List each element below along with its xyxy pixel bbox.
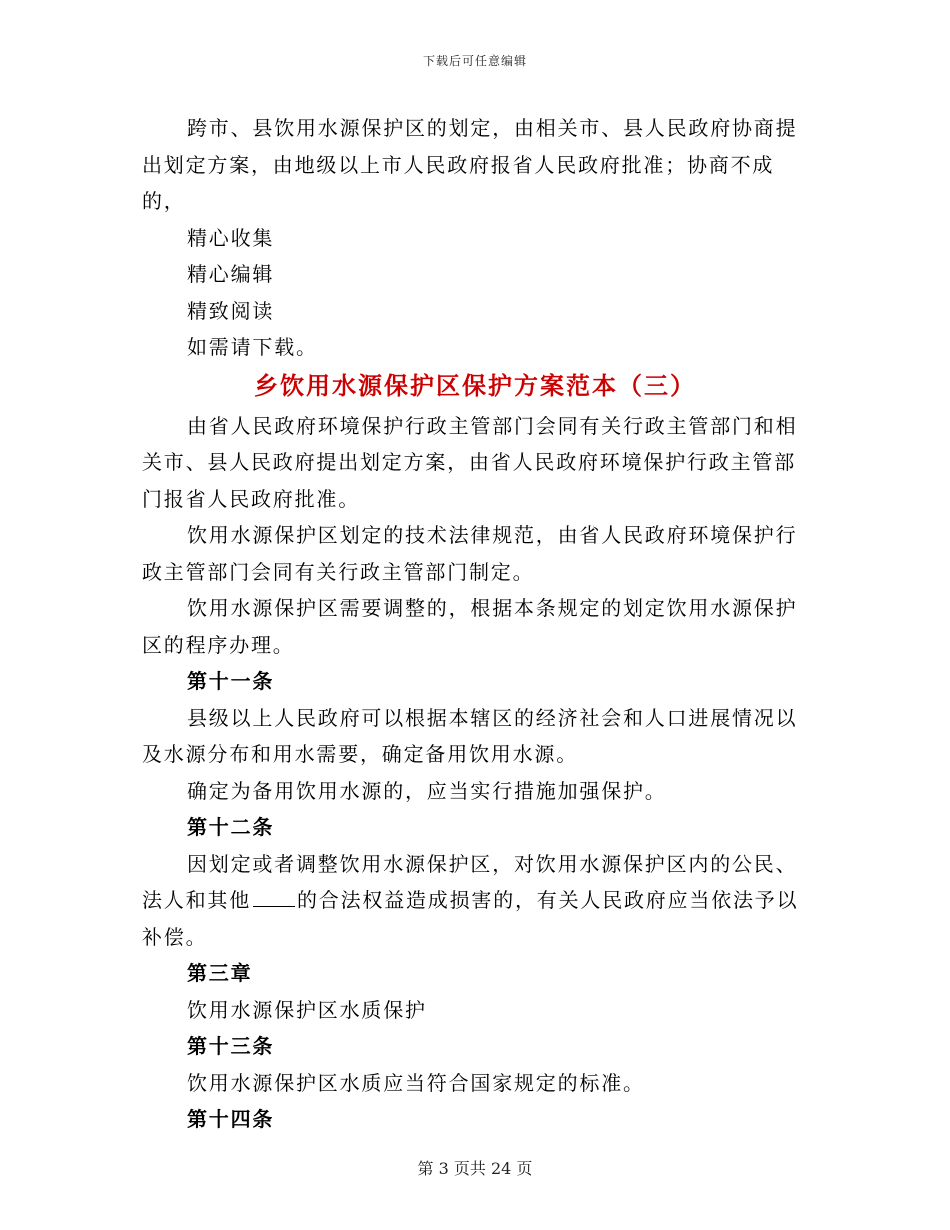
page-footer: 第 3 页共 24 页 — [417, 1159, 533, 1178]
paragraph — [142, 846, 808, 956]
article-heading: 第十三条 — [187, 1034, 275, 1058]
paragraph: 跨市、县饮用水源保护区的划定，由相关市、县人民政府协商提出划定方案，由地级以上市人民政府报省人民政府批准；协商不成的， — [142, 116, 798, 213]
paragraph: 饮用水源保护区水质应当符合国家规定的标准。 — [187, 1070, 645, 1095]
paragraph: 县级以上人民政府可以根据本辖区的经济社会和人口进展情况以及水源分布和用水需要，确定备用饮用水源。 — [142, 705, 798, 766]
document-body — [142, 110, 808, 1138]
paragraph: 精致阅读 — [187, 298, 275, 323]
section-title: 乡饮用水源保护区保护方案范本（三） — [254, 370, 696, 400]
paragraph: 如需请下载。 — [187, 335, 318, 359]
paragraph-text: 因划定或者调整饮用水源保护区，对饮用水源保护区内的公民、法人和其他 — [142, 851, 798, 912]
chapter-heading: 第三章 — [187, 961, 253, 985]
page-header: 下载后可任意编辑 — [422, 54, 527, 68]
article-heading: 第十一条 — [187, 669, 275, 693]
paragraph: 饮用水源保护区水质保护 — [187, 997, 427, 1022]
paragraph: 精心编辑 — [187, 262, 275, 286]
paragraph: 精心收集 — [187, 225, 275, 250]
paragraph: 饮用水源保护区划定的技术法律规范，由省人民政府环境保护行政主管部门会同有关行政主管部门制定。 — [142, 523, 798, 584]
paragraph: 确定为备用饮用水源的，应当实行措施加强保护。 — [187, 778, 667, 803]
paragraph-text: 的合法权益造成损害的，有关人民政府应当依法予以补偿。 — [142, 888, 799, 949]
article-heading: 第十四条 — [187, 1107, 275, 1131]
paragraph: 饮用水源保护区需要调整的，根据本条规定的划定饮用水源保护区的程序办理。 — [142, 596, 798, 657]
blank-underline — [253, 888, 295, 907]
article-heading: 第十二条 — [187, 815, 275, 839]
paragraph: 由省人民政府环境保护行政主管部门会同有关行政主管部门和相关市、县人民政府提出划定方案，由省人民政府环境保护行政主管部门报省人民政府批准。 — [142, 413, 798, 511]
